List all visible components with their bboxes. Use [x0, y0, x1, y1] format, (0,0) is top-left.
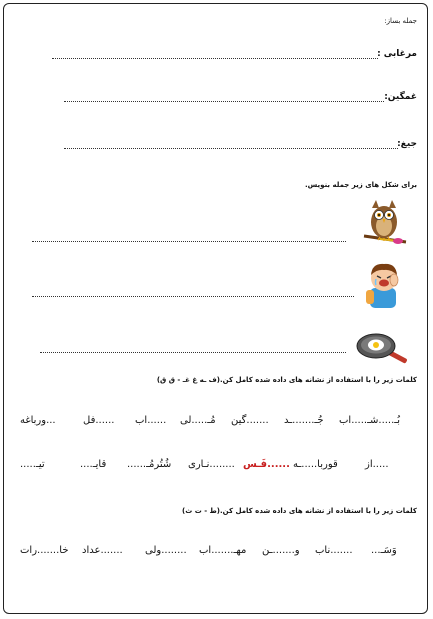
- ex1-row1-word-6[interactable]: جُـ.......ـد: [284, 415, 324, 426]
- ex1-row2-word-7[interactable]: .....از: [365, 459, 389, 470]
- picture-answer-line-1[interactable]: [32, 241, 346, 242]
- ex1-row2-word-2[interactable]: قایـ....: [80, 459, 107, 470]
- word-label-2: غمگین:: [384, 92, 417, 102]
- pictures-instruction: برای شکل های زیر جمله بنویس.: [305, 181, 417, 189]
- ex2-row1-word-7[interactable]: وَسَـ...: [371, 545, 397, 556]
- ex1-row1-word-4[interactable]: مُـ.....لی: [180, 415, 216, 426]
- answer-line-1[interactable]: [52, 58, 378, 59]
- ex2-row1-word-6[interactable]: .......ناب: [315, 545, 353, 556]
- owl-icon: [358, 196, 410, 248]
- answer-line-2[interactable]: [64, 101, 384, 102]
- ex2-row1-word-3[interactable]: ........ولی: [145, 545, 187, 556]
- ex1-row1-word-3[interactable]: ......اب: [135, 415, 167, 426]
- ex1-row1-word-2[interactable]: ......فل: [83, 415, 115, 426]
- ex1-row1-word-7[interactable]: بُـ.....شـ.....اب: [339, 415, 401, 426]
- ex2-row1-word-2[interactable]: .......عداد: [82, 545, 123, 556]
- ex1-row2-word-1[interactable]: تیـ.....: [20, 459, 45, 470]
- ex1-row2-word-4[interactable]: ........نـاری: [188, 459, 235, 470]
- ex1-row1-word-1[interactable]: ...ورباغه: [20, 415, 56, 426]
- ex1-row2-word-5[interactable]: ......فَـس: [243, 459, 290, 470]
- ex1-row1-word-5[interactable]: .......گین: [231, 415, 269, 426]
- word-label-3: جیغ:: [397, 139, 417, 149]
- word-label-1: مرغابی :: [377, 49, 417, 59]
- crying-child-icon: [360, 260, 410, 310]
- ex1-row2-word-3[interactable]: شُتُرمُـ......: [127, 459, 172, 470]
- ex1-row2-word-6[interactable]: قوربا.....ـه: [293, 459, 338, 470]
- ex2-row1-word-5[interactable]: و.......ـن: [262, 545, 300, 556]
- picture-answer-line-3[interactable]: [40, 352, 346, 353]
- answer-line-3[interactable]: [64, 148, 398, 149]
- page-title: جمله بساز:: [384, 17, 417, 25]
- picture-answer-line-2[interactable]: [32, 296, 354, 297]
- frying-pan-egg-icon: [354, 330, 410, 366]
- ex2-row1-word-4[interactable]: مهـ.......اب: [199, 545, 247, 556]
- exercise2-instruction: کلمات زیر را با استفاده از نشانه های داده شده کامل کن.(ط - ت ث): [182, 507, 417, 515]
- ex2-row1-word-1[interactable]: خا.......رات: [20, 545, 69, 556]
- exercise1-instruction: کلمات زیر را با استفاده از نشانه های داده شده کامل کن.(ف ـه غ غـ - ق ق): [156, 376, 417, 384]
